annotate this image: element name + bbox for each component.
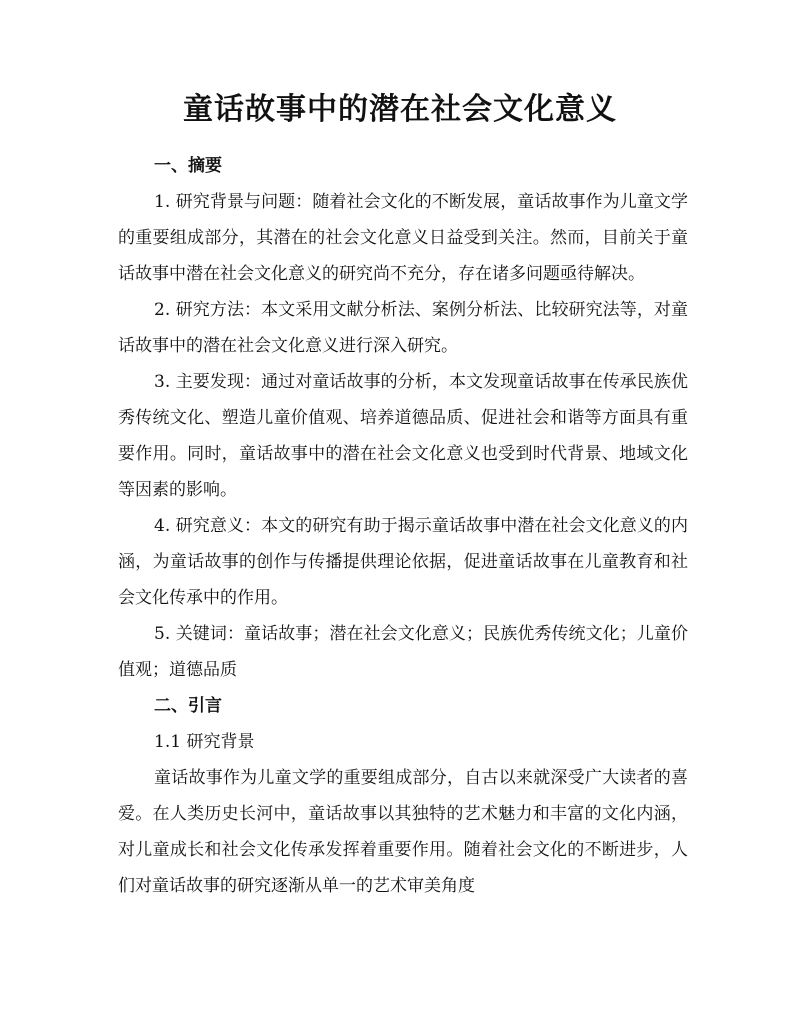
introduction-paragraph: 童话故事作为儿童文学的重要组成部分，自古以来就深受广大读者的喜爱。在人类历史长河中，童话故事以其独特的艺术魅力和丰富的文化内涵，对儿童成长和社会文化传承发挥着重要作用。随着社会文化的不断进步，人们对童话故事的研究逐渐从单一的艺术审美角度 — [118, 768, 688, 896]
abstract-paragraph: 1. 研究背景与问题：随着社会文化的不断发展，童话故事作为儿童文学的重要组成部分，其潜在的社会文化意义日益受到关注。然而，目前关于童话故事中潜在社会文化意义的研究尚不充分，存在诸多问题亟待解决。 — [118, 192, 688, 284]
abstract-paragraph: 5. 关键词：童话故事；潜在社会文化意义；民族优秀传统文化；儿童价值观；道德品质 — [118, 624, 688, 680]
abstract-paragraph: 4. 研究意义：本文的研究有助于揭示童话故事中潜在社会文化意义的内涵，为童话故事的创作与传播提供理论依据，促进童话故事在儿童教育和社会文化传承中的作用。 — [118, 516, 688, 608]
section-heading-introduction: 二、引言 — [154, 696, 222, 716]
section-heading-abstract: 一、摘要 — [154, 156, 222, 176]
document-title: 童话故事中的潜在社会文化意义 — [183, 92, 617, 127]
subsection-heading-background: 1.1 研究背景 — [154, 732, 255, 752]
abstract-paragraph: 2. 研究方法：本文采用文献分析法、案例分析法、比较研究法等，对童话故事中的潜在社会文化意义进行深入研究。 — [118, 300, 688, 356]
document-body — [118, 148, 688, 904]
abstract-paragraph: 3. 主要发现：通过对童话故事的分析，本文发现童话故事在传承民族优秀传统文化、塑造儿童价值观、培养道德品质、促进社会和谐等方面具有重要作用。同时，童话故事中的潜在社会文化意义也受到时代背景、地域文化等因素的影响。 — [118, 372, 688, 500]
